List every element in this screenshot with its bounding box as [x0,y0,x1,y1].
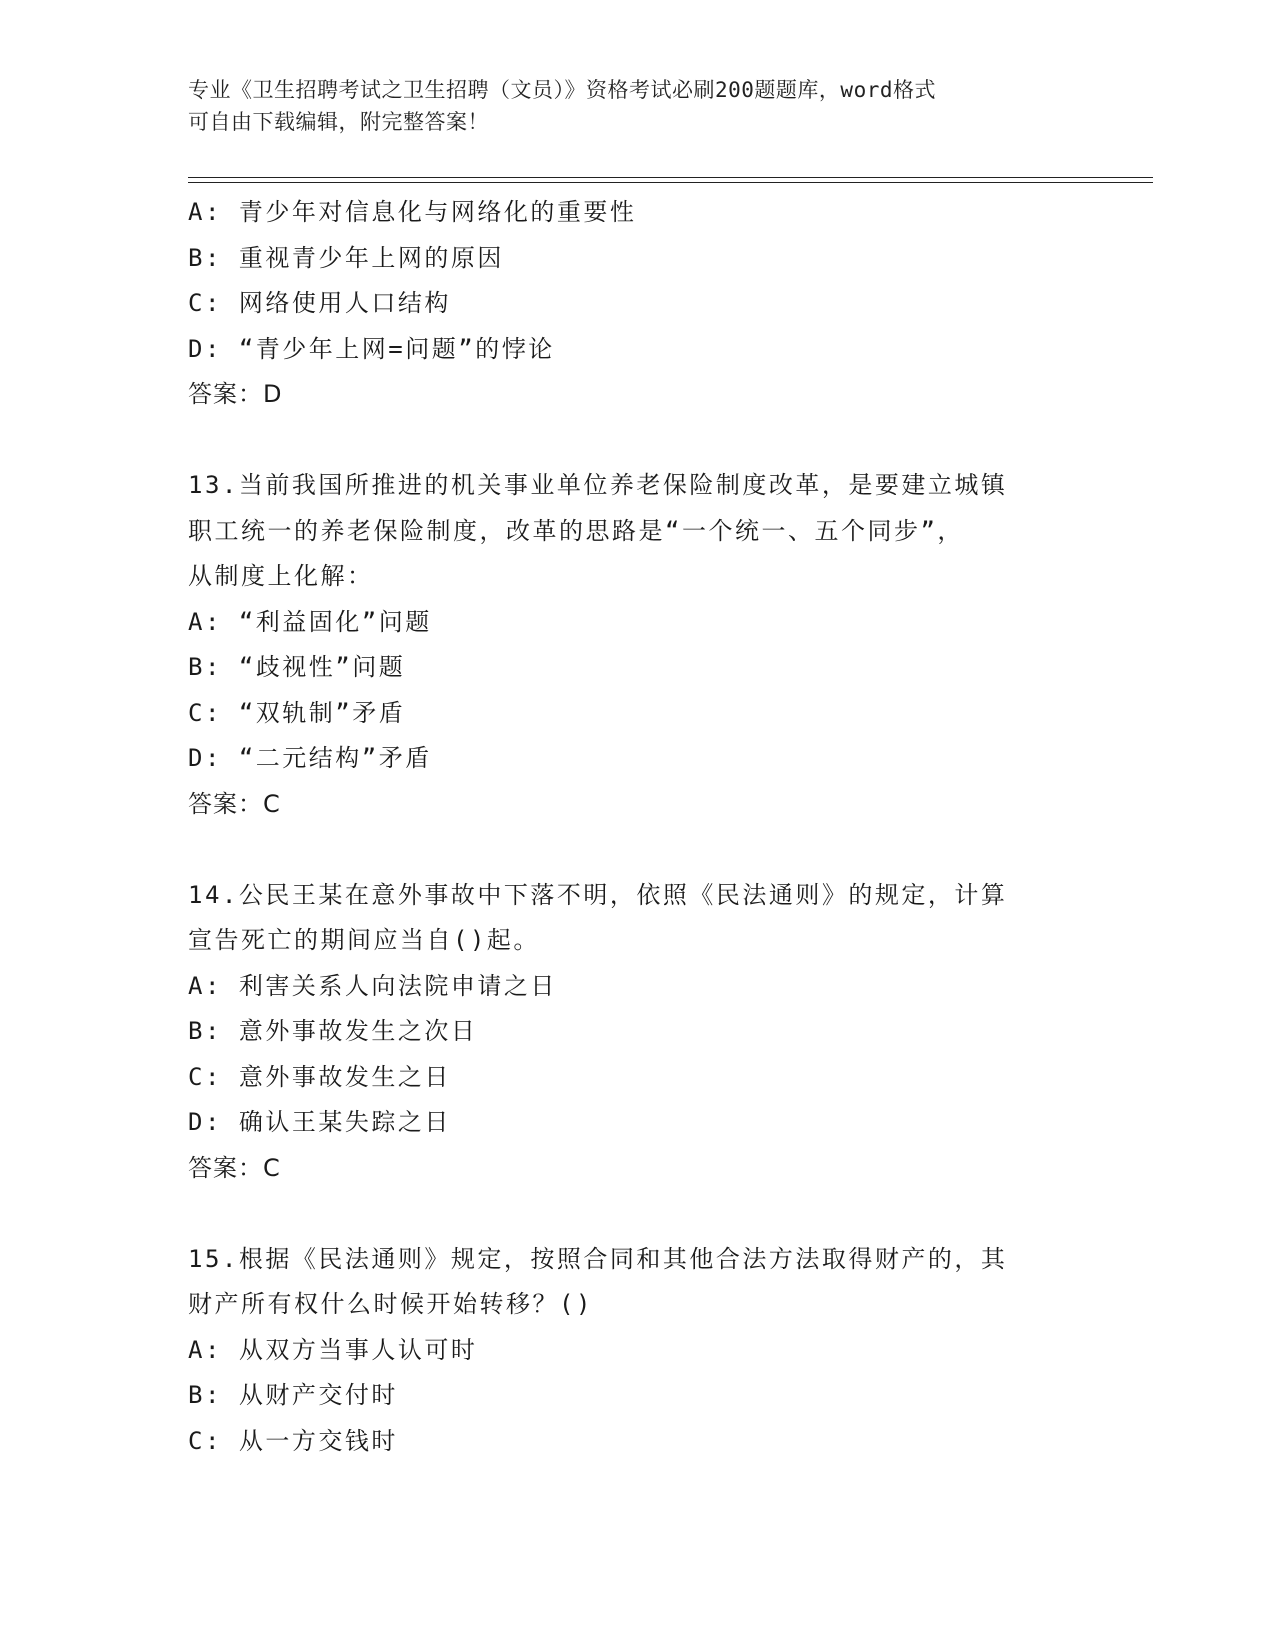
question-12 [188,190,1088,418]
question-stem-line: 从制度上化解： [188,562,374,590]
question-stem-line: 13.当前我国所推进的机关事业单位养老保险制度改革，是要建立城镇 [188,471,1008,499]
document-header [188,74,1088,138]
option-b: B: 从财产交付时 [188,1381,398,1409]
option-d: D: “青少年上网=问题”的悖论 [188,334,555,363]
spacer [188,418,1088,464]
option-c: C: “双轨制”矛盾 [188,698,406,727]
question-15 [188,1237,1088,1465]
spacer [188,1191,1088,1237]
option-c: C: 从一方交钱时 [188,1426,398,1455]
question-14 [188,873,1088,1192]
header-divider-bottom [188,182,1153,183]
option-c: C: 网络使用人口结构 [188,289,451,317]
option-b: B: “歧视性”问题 [188,653,406,681]
answer-line: 答案：C [188,789,281,818]
option-a: A: “利益固化”问题 [188,607,432,636]
header-line-2: 可自由下载编辑，附完整答案！ [188,110,489,134]
question-stem-line: 宣告死亡的期间应当自()起。 [188,926,540,954]
question-list [188,190,1088,1464]
option-a: A: 利害关系人向法院申请之日 [188,971,557,1000]
option-d: D: “二元结构”矛盾 [188,744,432,772]
question-stem-line: 15.根据《民法通则》规定，按照合同和其他合法方法取得财产的，其 [188,1244,1008,1273]
question-stem-line: 职工统一的养老保险制度，改革的思路是“一个统一、五个同步”， [188,516,964,545]
header-divider-top [188,177,1153,178]
question-stem-line: 财产所有权什么时候开始转移？() [188,1290,593,1318]
answer-line: 答案：D [188,380,283,408]
option-c: C: 意外事故发生之日 [188,1062,451,1091]
option-a: A: 从双方当事人认可时 [188,1335,478,1364]
option-b: B: 重视青少年上网的原因 [188,243,504,272]
option-a: A: 青少年对信息化与网络化的重要性 [188,198,637,226]
option-b: B: 意外事故发生之次日 [188,1017,478,1045]
spacer [188,827,1088,873]
answer-line: 答案：C [188,1153,281,1182]
header-line-1: 专业《卫生招聘考试之卫生招聘（文员）》资格考试必刷200题题库，word格式 [188,78,936,102]
question-stem-line: 14.公民王某在意外事故中下落不明，依照《民法通则》的规定，计算 [188,880,1008,909]
option-d: D: 确认王某失踪之日 [188,1108,451,1136]
question-13 [188,463,1088,827]
